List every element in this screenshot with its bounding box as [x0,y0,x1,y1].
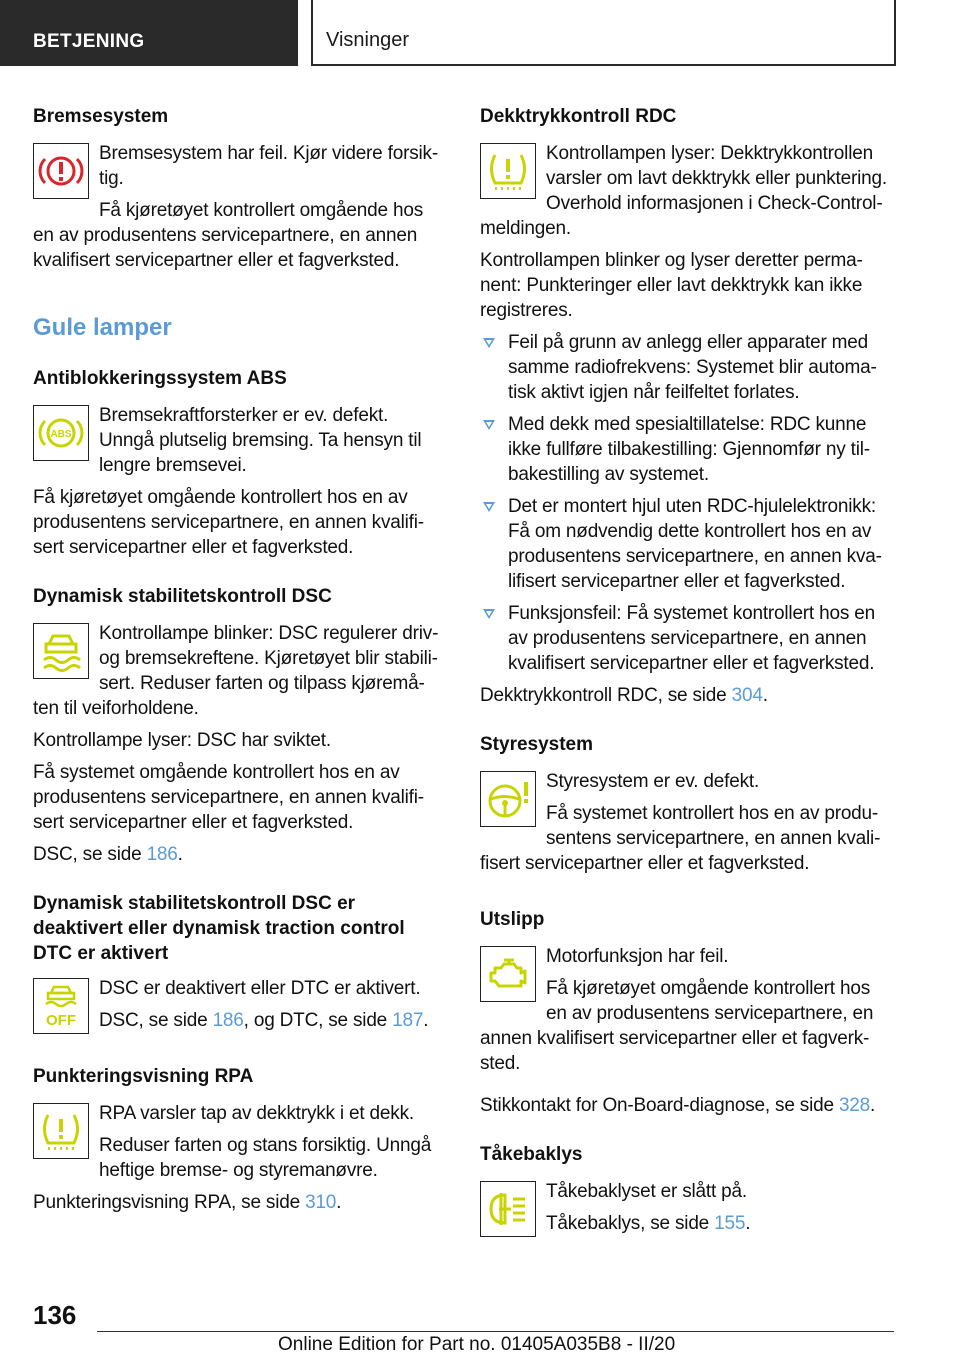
section-steering [480,732,894,883]
footer-divider [97,1331,894,1332]
paragraph: DSC er deaktivert eller DTC er aktivert. [99,978,421,999]
page-link[interactable]: 304 [731,685,763,706]
paragraph: Få kjøretøyet omgående kontrollert hos en av produsentens servicepartnere, en annen kvalifisert servicepartner eller et fagverk-sted. [480,978,874,1074]
page-reference: Stikkontakt for On-Board-diagnose, se side 328. [480,1095,876,1116]
page-number: 136 [33,1300,77,1330]
abs-icon [33,405,89,461]
list-item: Med dekk med spesialtillatelse: RDC kunne ikke fullføre tilbakestilling: Gjennomfør ny til-bakestilling av systemet. [480,412,894,487]
triangle-bullet-icon [483,609,495,619]
paragraph: Kontrollampe blinker: DSC regulerer driv- og bremsekreftene. Kjøretøyet blir stabili-sert. Reduser farten og tilpass kjøremå-ten til veiforholdene. [33,623,439,719]
header-section-label: BETJENING [33,31,145,52]
paragraph: Kontrollampen blinker og lyser deretter perma-nent: Punkteringer eller lavt dekktrykk kan ikke registreres. [480,250,863,321]
list-item: Funksjonsfeil: Få systemet kontrollert hos en av produsentens servicepartnere, en annen kvalifisert servicepartner eller et fagverksted. [480,601,894,676]
left-column [33,104,447,1239]
page-reference: Dekktrykkontroll RDC, se side 304. [480,685,768,706]
list-item: Det er montert hjul uten RDC-hjulelektronikk: Få om nødvendig dette kontrollert hos en av produsentens servicepartnere, en annen kva-lifisert servicepartner eller et fagverksted. [480,494,894,594]
section-title: Styresystem [480,734,594,755]
section-title: Dynamisk stabilitetskontroll DSC [33,586,332,607]
paragraph: RPA varsler tap av dekktrykk i et dekk. [99,1103,414,1124]
section-dsc-off [33,891,447,1040]
section-rpa [33,1064,447,1215]
footer-edition: Online Edition for Part no. 01405A035B8 - II/20 [278,1334,676,1355]
section-title: Punkteringsvisning RPA [33,1066,254,1087]
paragraph: Motorfunksjon har feil. [546,946,729,967]
paragraph: Få kjøretøyet kontrollert omgående hos en av produsentens servicepartnere, en annen kvalifisert servicepartner eller et fagverksted. [33,200,423,271]
section-title: Bremsesystem [33,106,169,127]
section-title: Utslipp [480,909,545,930]
paragraph: Få systemet omgående kontrollert hos en av produsentens servicepartnere, en annen kvalifi-sert servicepartner eller et fagverksted. [33,762,424,833]
engine-icon [480,946,536,1002]
header-title: Visninger [326,29,410,51]
paragraph: Få systemet kontrollert hos en av produ-sentens servicepartnere, en annen kvali-fisert servicepartner eller et fagverksted. [480,803,881,874]
page-reference: Tåkebaklys, se side 155. [546,1213,751,1234]
tire-pressure-icon [480,143,536,199]
list-item: Feil på grunn av anlegg eller apparater med samme radiofrekvens: Systemet blir automa-tisk aktivt igjen når feilfeltet forlates. [480,330,894,405]
page-link[interactable]: 187 [392,1010,424,1031]
tire-pressure-icon [33,1103,89,1159]
triangle-bullet-icon [483,338,495,348]
brake-warning-icon [33,143,89,199]
paragraph: Styresystem er ev. defekt. [546,771,760,792]
paragraph: Bremsesystem har feil. Kjør videre forsik-tig. [99,143,438,189]
steering-warning-icon [480,771,536,827]
section-brake-system [33,104,447,280]
section-title: Tåkebaklys [480,1144,583,1165]
header-title-box [311,0,896,66]
paragraph: Kontrollampen lyser: Dekktrykkontrollen varsler om lavt dekktrykk eller punktering. Overhold informasjonen i Check-Control-meldingen. [480,143,887,239]
svg-text:ABS: ABS [50,429,72,440]
section-title: Dynamisk stabilitetskontroll DSC er deaktivert eller dynamisk traction control DTC er aktivert [33,893,405,964]
section-rear-fog [480,1142,894,1243]
dsc-off-icon [33,978,89,1034]
section-title: Antiblokkeringssystem ABS [33,368,287,389]
triangle-bullet-icon [483,420,495,430]
section-rdc [480,104,894,708]
paragraph: Tåkebaklyset er slått på. [546,1181,747,1202]
page-reference: DSC, se side 186. [33,844,183,865]
section-title: Dekktrykkontroll RDC [480,106,677,127]
page-link[interactable]: 155 [714,1213,746,1234]
page-reference: DSC, se side 186, og DTC, se side 187. [99,1010,429,1031]
section-abs [33,366,447,560]
page-link[interactable]: 328 [838,1095,871,1116]
section-dsc [33,584,447,867]
paragraph: Kontrollampe lyser: DSC har sviktet. [33,730,331,751]
page-header [0,0,960,66]
paragraph: Bremsekraftforsterker er ev. defekt. Unngå plutselig bremsing. Ta hensyn til lengre bremsevei. [99,405,422,476]
triangle-bullet-icon [483,502,495,512]
right-column [480,104,894,1267]
paragraph: Reduser farten og stans forsiktig. Unngå heftige bremse- og styremanøvre. [99,1135,432,1181]
rear-fog-light-icon [480,1181,536,1237]
page-link[interactable]: 186 [146,844,178,865]
page-link[interactable]: 186 [212,1010,244,1031]
paragraph: Få kjøretøyet omgående kontrollert hos en av produsentens servicepartnere, en annen kvalifi-sert servicepartner eller et fagverksted. [33,487,424,558]
page-reference: Punkteringsvisning RPA, se side 310. [33,1192,342,1213]
yellow-lamps-heading: Gule lamper [33,314,172,341]
section-emission [480,907,894,1118]
svg-text:OFF: OFF [46,1012,76,1029]
header-section-tab [0,0,298,66]
page-link[interactable]: 310 [305,1192,337,1213]
bullet-list [480,330,894,676]
dsc-icon [33,623,89,679]
